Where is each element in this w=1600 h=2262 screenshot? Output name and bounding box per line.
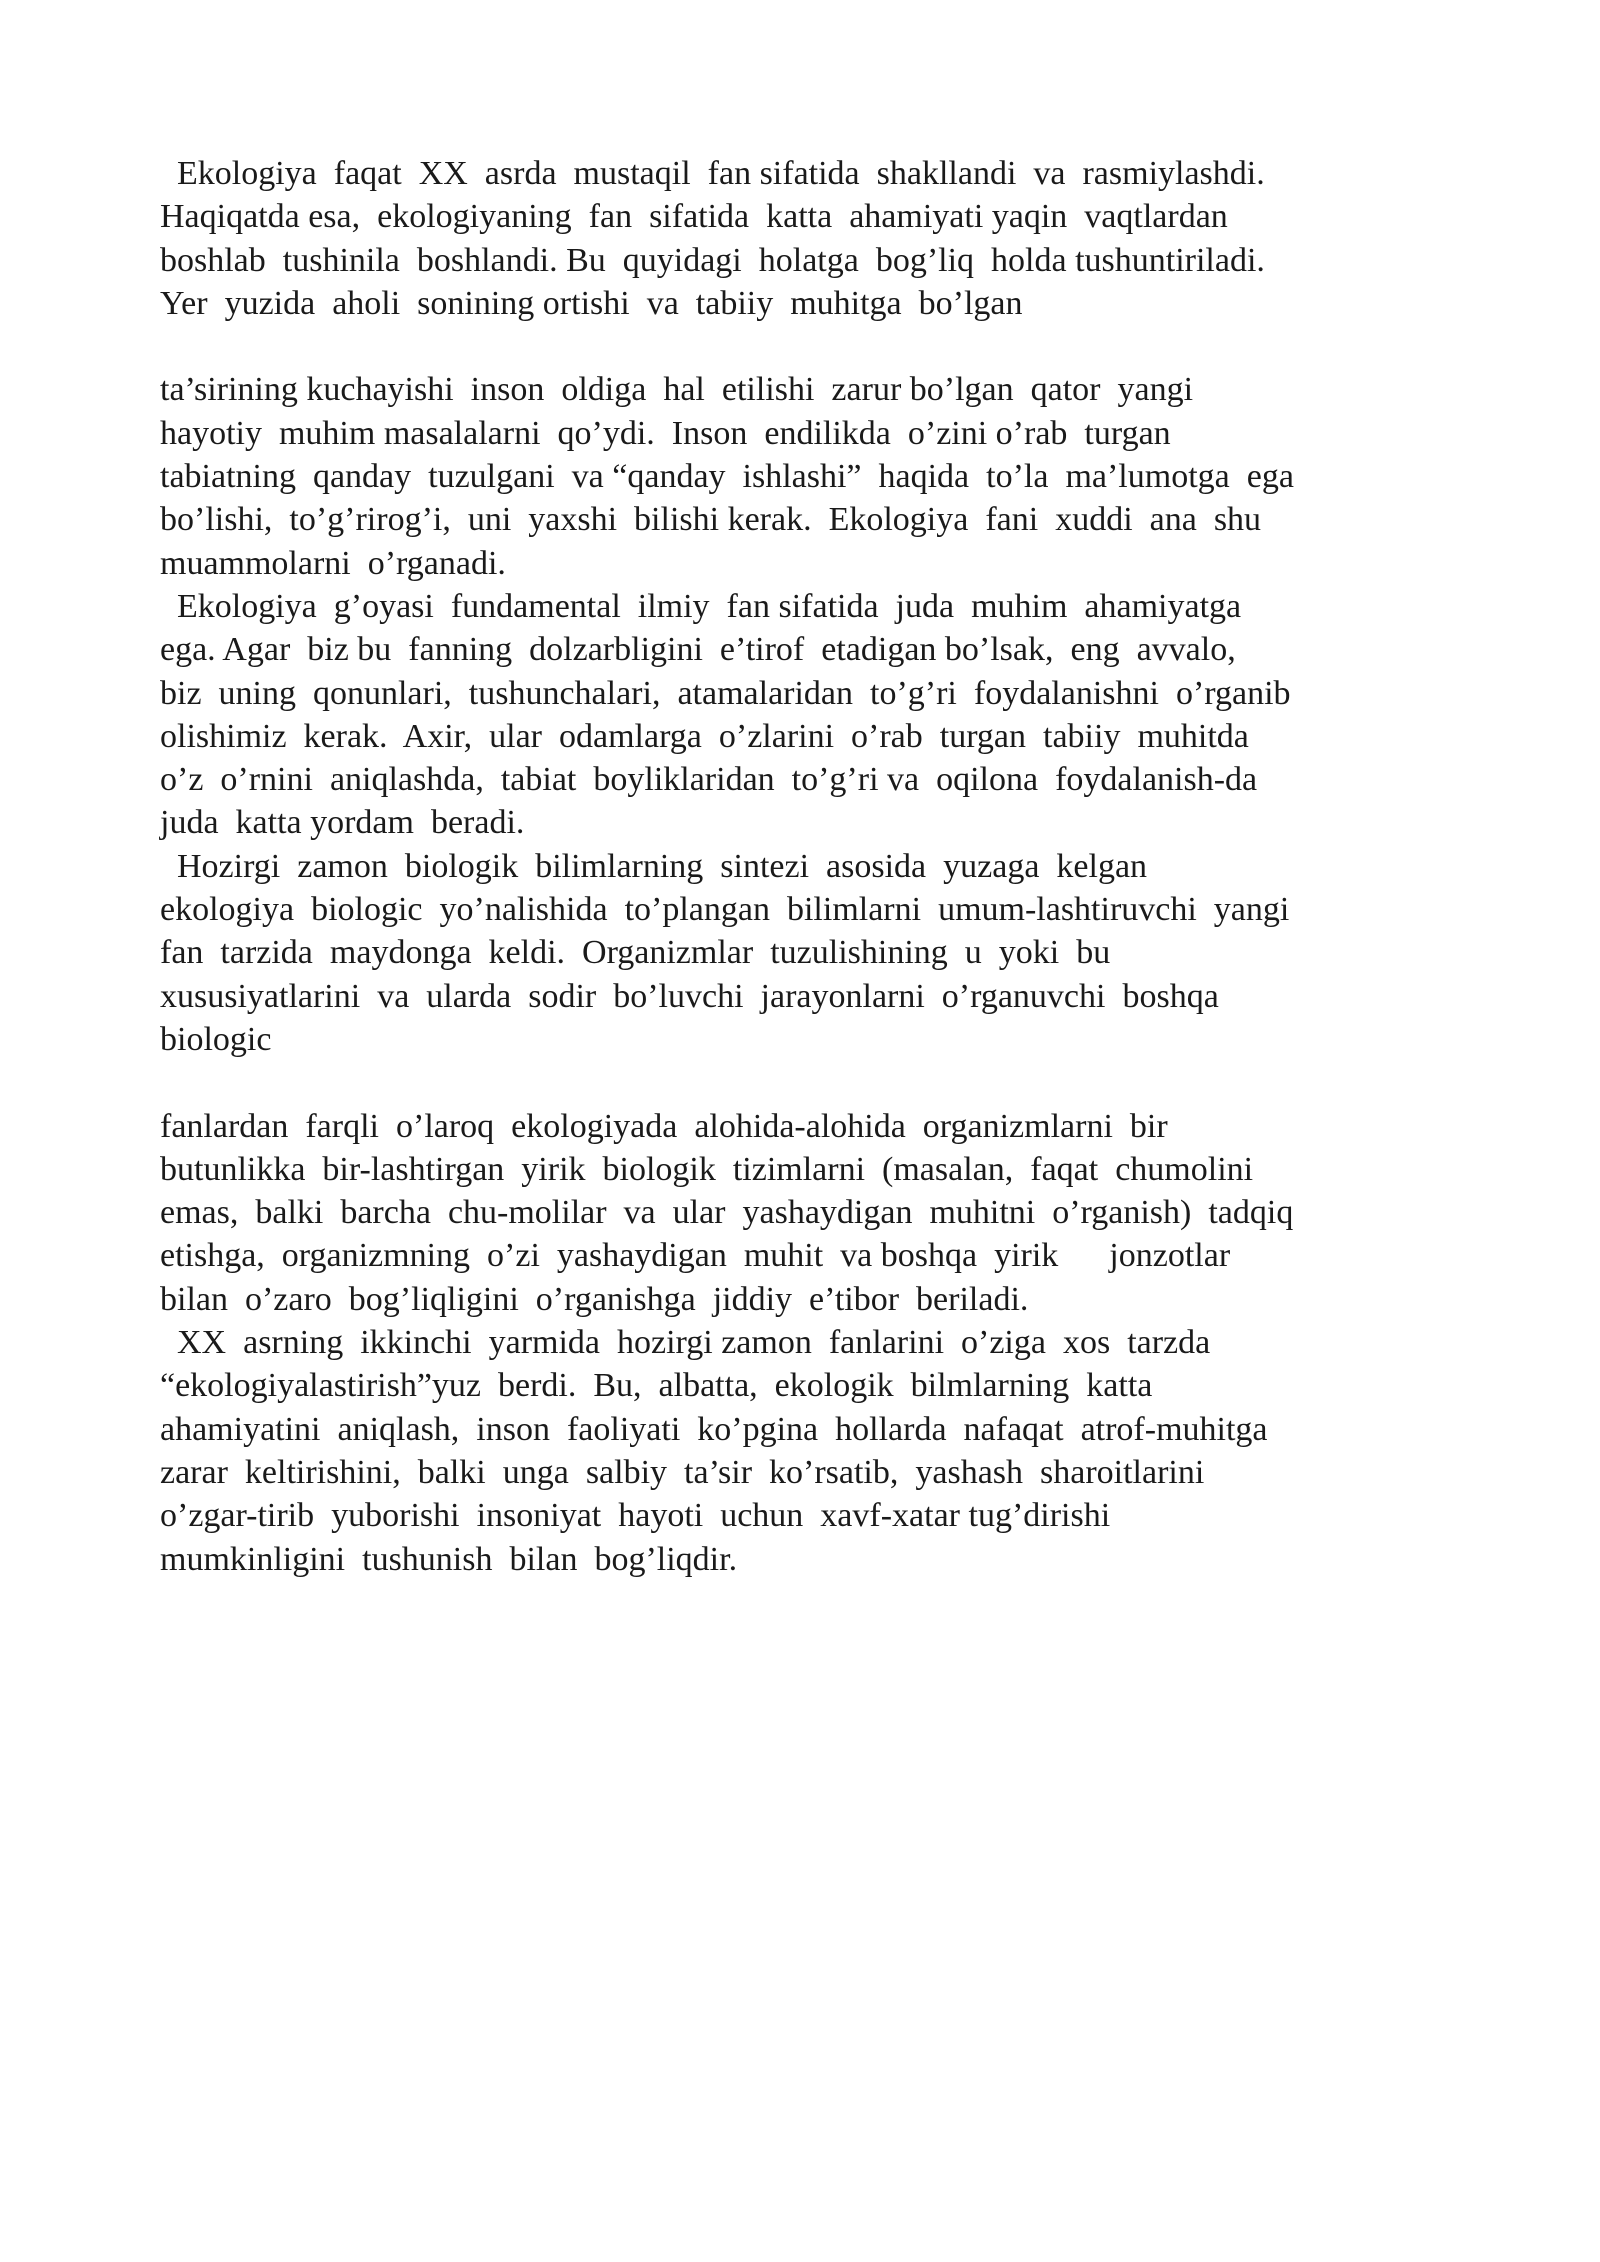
text-line: hayotiy muhim masalalarni qo’ydi. Inson endilikda o’zini o’rab turgan xyxy=(160,414,1171,452)
text-line: Hozirgi zamon biologik bilimlarning sintezi asosida yuzaga kelgan xyxy=(160,847,1148,885)
text-line: Ekologiya faqat XX asrda mustaqil fan sifatida shakllandi va rasmiylashdi. xyxy=(160,155,1265,192)
text-line: “ekologiyalastirish”yuz berdi. Bu, albatta, ekologik bilmlarning katta xyxy=(160,1367,1153,1405)
text-line: Yer yuzida aholi sonining ortishi va tabiiy muhitga bo’lgan xyxy=(160,284,1023,322)
text-line: mumkinligini tushunish bilan bog’liqdir. xyxy=(160,1540,738,1578)
text-line: ahamiyatini aniqlash, inson faoliyati ko’pgina hollarda nafaqat atrof-muhitga xyxy=(160,1410,1268,1448)
text-line: juda katta yordam beradi. xyxy=(160,804,525,842)
text-line: bilan o’zaro bog’liqligini o’rganishga jiddiy e’tibor beriladi. xyxy=(160,1280,1029,1318)
text-line: Ekologiya g’oyasi fundamental ilmiy fan sifatida juda muhim ahamiyatga xyxy=(160,587,1242,625)
text-line: emas, balki barcha chu-molilar va ular yashaydigan muhitni o’rganish) tadqiq xyxy=(160,1194,1294,1232)
text-line: Haqiqatda esa, ekologiyaning fan sifatida katta ahamiyati yaqin vaqtlardan xyxy=(160,198,1228,236)
text-line: ta’sirining kuchayishi inson oldiga hal etilishi zarur bo’lgan qator yangi xyxy=(160,371,1194,409)
text-line: muammolarni o’rganadi. xyxy=(160,544,506,582)
text-line: o’zgar-tirib yuborishi insoniyat hayoti uchun xavf-xatar tug’dirishi xyxy=(160,1497,1111,1535)
text-line: boshlab tushinila boshlandi. Bu quyidagi holatga bog’liq holda tushuntiriladi. xyxy=(160,241,1265,279)
body-text xyxy=(160,152,1420,1581)
blank-line xyxy=(160,1061,1420,1104)
text-line: xususiyatlarini va ularda sodir bo’luvchi jarayonlarni o’rganuvchi boshqa xyxy=(160,977,1219,1015)
text-line: ekologiya biologic yo’nalishida to’plangan bilimlarni umum-lashtiruvchi yangi xyxy=(160,891,1290,929)
text-line: olishimiz kerak. Axir, ular odamlarga o’zlarini o’rab turgan tabiiy muhitda xyxy=(160,717,1249,755)
blank-line xyxy=(160,325,1420,368)
text-line: o’z o’rnini aniqlashda, tabiat boyliklaridan to’g’ri va oqilona foydalanish-da xyxy=(160,761,1258,799)
text-line: ega. Agar biz bu fanning dolzarbligini e’tirof etadigan bo’lsak, eng avvalo, xyxy=(160,631,1236,669)
text-line: zarar keltirishini, balki unga salbiy ta’sir ko’rsatib, yashash sharoitlarini xyxy=(160,1453,1205,1491)
text-line: biz uning qonunlari, tushunchalari, atamalaridan to’g’ri foydalanishni o’rganib xyxy=(160,674,1291,712)
text-line: fan tarzida maydonga keldi. Organizmlar tuzulishining u yoki bu xyxy=(160,934,1111,972)
text-line: butunlikka bir-lashtirgan yirik biologik tizimlarni (masalan, faqat chumolini xyxy=(160,1150,1254,1188)
text-line: tabiatning qanday tuzulgani va “qanday ishlashi” haqida to’la ma’lumotga ega xyxy=(160,458,1294,496)
text-line: fanlardan farqli o’laroq ekologiyada alohida-alohida organizmlarni bir xyxy=(160,1107,1168,1145)
text-line: XX asrning ikkinchi yarmida hozirgi zamon fanlarini o’ziga xos tarzda xyxy=(160,1324,1211,1362)
text-line: bo’lishi, to’g’rirog’i, uni yaxshi bilishi kerak. Ekologiya fani xuddi ana shu xyxy=(160,501,1262,539)
text-line: etishga, organizmning o’zi yashaydigan muhit va boshqa yirik jonzotlar xyxy=(160,1237,1231,1275)
text-line: biologic xyxy=(160,1020,272,1058)
